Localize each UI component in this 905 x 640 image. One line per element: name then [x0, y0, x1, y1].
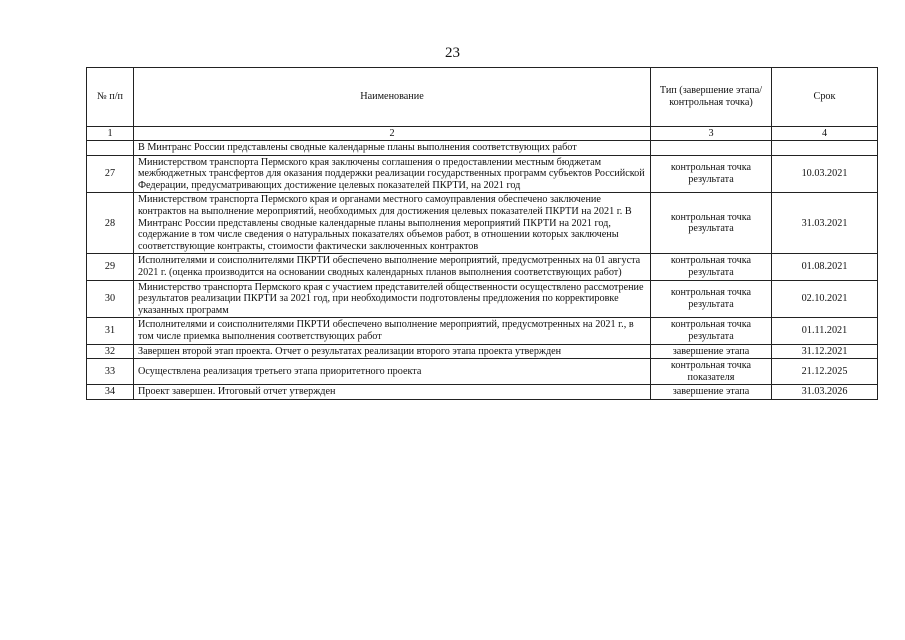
table-row [87, 280, 878, 318]
row-number: 27 [87, 155, 134, 193]
row-type: контрольная точка результата [651, 318, 772, 344]
row-number: 30 [87, 280, 134, 318]
header-name: Наименование [134, 68, 651, 127]
column-number: 1 [87, 127, 134, 141]
table-row [87, 254, 878, 280]
header-type: Тип (завершение этапа/контрольная точка) [651, 68, 772, 127]
table-row [87, 141, 878, 156]
row-number: 31 [87, 318, 134, 344]
row-type: контрольная точка результата [651, 254, 772, 280]
row-deadline [772, 141, 878, 156]
header-deadline: Срок [772, 68, 878, 127]
row-name: Осуществлена реализация третьего этапа приоритетного проекта [134, 359, 651, 385]
row-type: завершение этапа [651, 385, 772, 400]
row-name: Исполнителями и соисполнителями ПКРТИ обеспечено выполнение мероприятий, предусмотренных на 01 августа 2021 г. (оценка производится на основании сводных календарных планов выполнения соответствующих работ) [134, 254, 651, 280]
row-deadline: 21.12.2025 [772, 359, 878, 385]
table-row [87, 359, 878, 385]
row-type: завершение этапа [651, 344, 772, 359]
row-type: контрольная точка показателя [651, 359, 772, 385]
row-number: 33 [87, 359, 134, 385]
table-row [87, 344, 878, 359]
row-deadline: 31.12.2021 [772, 344, 878, 359]
row-number: 29 [87, 254, 134, 280]
column-number: 2 [134, 127, 651, 141]
row-name: Министерство транспорта Пермского края с участием представителей общественности осуществлено рассмотрение результатов реализации ПКРТИ за 2021 год, при необходимости подготовлены предложения по корректировке указанных программ [134, 280, 651, 318]
header-no: № п/п [87, 68, 134, 127]
row-deadline: 10.03.2021 [772, 155, 878, 193]
column-number-row [87, 127, 878, 141]
table-row [87, 385, 878, 400]
row-deadline: 02.10.2021 [772, 280, 878, 318]
row-type: контрольная точка результата [651, 280, 772, 318]
schedule-table [86, 67, 878, 400]
table-header-row [87, 68, 878, 127]
table-row [87, 193, 878, 254]
row-name: Министерством транспорта Пермского края заключены соглашения о предоставлении местным бюджетам межбюджетных трансфертов для оказания поддержки реализации государственных программ субъектов Российской Федерации, предусматривающих достижение целевых показателей ПКРТИ, на 2021 год [134, 155, 651, 193]
row-deadline: 31.03.2026 [772, 385, 878, 400]
page-number: 23 [445, 45, 460, 61]
row-name: Исполнителями и соисполнителями ПКРТИ обеспечено выполнение мероприятий, предусмотренных на 2021 г., в том числе приемка выполнения соответствующих работ [134, 318, 651, 344]
row-number: 32 [87, 344, 134, 359]
row-name: Министерством транспорта Пермского края и органами местного самоуправления обеспечено заключение контрактов на выполнение мероприятий, необходимых для достижения целевых показателей ПКРТИ на 2021 г. В Минтранс России представлены сводные календарные планы выполнения мероприятий ПКРТИ на 2021 год, содержание в том числе сведения о натуральных показателях объемов работ, в отношении которых заключены соответствующие контракты, стоимости фактически заключенных контрактов [134, 193, 651, 254]
row-number [87, 141, 134, 156]
row-name: Проект завершен. Итоговый отчет утвержден [134, 385, 651, 400]
row-type [651, 141, 772, 156]
row-number: 28 [87, 193, 134, 254]
row-deadline: 31.03.2021 [772, 193, 878, 254]
row-deadline: 01.08.2021 [772, 254, 878, 280]
table-body [87, 141, 878, 400]
column-number: 3 [651, 127, 772, 141]
table-row [87, 155, 878, 193]
column-number: 4 [772, 127, 878, 141]
row-number: 34 [87, 385, 134, 400]
row-name: Завершен второй этап проекта. Отчет о результатах реализации второго этапа проекта утвержден [134, 344, 651, 359]
row-type: контрольная точка результата [651, 155, 772, 193]
row-name: В Минтранс России представлены сводные календарные планы выполнения соответствующих работ [134, 141, 651, 156]
row-type: контрольная точка результата [651, 193, 772, 254]
row-deadline: 01.11.2021 [772, 318, 878, 344]
table-row [87, 318, 878, 344]
